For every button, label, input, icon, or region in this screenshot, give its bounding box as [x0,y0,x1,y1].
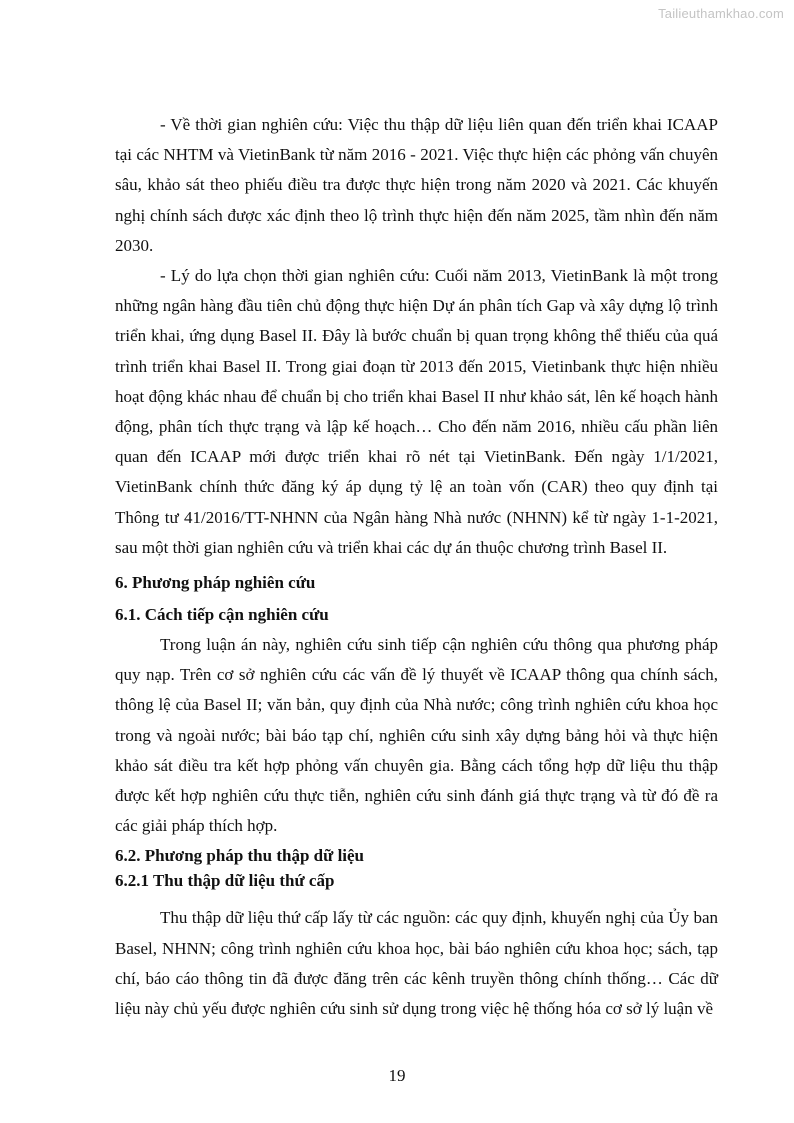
watermark-text: Tailieuthamkhao.com [658,6,784,21]
page-number: 19 [388,1066,406,1085]
paragraph-secondary-data: Thu thập dữ liệu thứ cấp lấy từ các nguồn: các quy định, khuyến nghị của Ủy ban Basel, NHNN; công trình nghiên cứu khoa học, bài báo nghiên cứu khoa học; sách, tạp chí, báo cáo thông tin đã được đăng trên các kênh truyền thông chính thống… Các dữ liệu này chủ yếu được nghiên cứu sinh sử dụng trong việc hệ thống hóa cơ sở lý luận về [115,908,718,1019]
heading-secondary-data: 6.2.1 Thu thập dữ liệu thứ cấp [115,871,335,891]
paragraph-research-approach: Trong luận án này, nghiên cứu sinh tiếp cận nghiên cứu thông qua phương pháp quy nạp. Trên cơ sở nghiên cứu các vấn đề lý thuyết về ICAAP thông qua chính sách, thông lệ của Basel II; văn bản, quy định của Nhà nước; công trình nghiên cứu khoa học trong và ngoài nước; bài báo tạp chí, nghiên cứu sinh xây dựng bảng hỏi và thực hiện khảo sát điều tra kết hợp phỏng vấn chuyên gia. Bằng cách tổng hợp dữ liệu thu thập được kết hợp nghiên cứu thực tiễn, nghiên cứu sinh đánh giá thực trạng và từ đó đề ra các giải pháp thích hợp. [115,635,718,836]
paragraph-time-selection-reason: - Lý do lựa chọn thời gian nghiên cứu: Cuối năm 2013, VietinBank là một trong những ngân hàng đầu tiên chủ động thực hiện Dự án phân tích Gap và xây dựng lộ trình triển khai, ứng dụng Basel II. Đây là bước chuẩn bị quan trọng không thể thiếu của quá trình triển khai Basel II. Trong giai đoạn từ 2013 đến 2015, Vietinbank thực hiện nhiều hoạt động khác nhau để chuẩn bị cho triển khai Basel II như khảo sát, lên kế hoạch hành động, phân tích thực trạng và lập kế hoạch… Cho đến năm 2016, nhiều cấu phần liên quan đến ICAAP mới được triển khai rõ nét tại VietinBank. Đến ngày 1/1/2021, VietinBank chính thức đăng ký áp dụng tỷ lệ an toàn vốn (CAR) theo quy định tại Thông tư 41/2016/TT-NHNN của Ngân hàng Nhà nước (NHNN) kể từ ngày 1-1-2021, sau một thời gian nghiên cứu và triển khai các dự án thuộc chương trình Basel II. [115,266,718,557]
document-body [115,110,718,1024]
heading-data-collection-methods: 6.2. Phương pháp thu thập dữ liệu [115,846,365,866]
paragraph-research-time: - Về thời gian nghiên cứu: Việc thu thập dữ liệu liên quan đến triển khai ICAAP tại các NHTM và VietinBank từ năm 2016 - 2021. Việc thực hiện các phỏng vấn chuyên sâu, khảo sát theo phiếu điều tra được thực hiện trong năm 2020 và 2021. Các khuyến nghị chính sách được xác định theo lộ trình thực hiện đến năm 2025, tầm nhìn đến năm 2030. [115,115,718,255]
heading-research-methods: 6. Phương pháp nghiên cứu [115,573,316,593]
heading-research-approach: 6.1. Cách tiếp cận nghiên cứu [115,605,329,625]
